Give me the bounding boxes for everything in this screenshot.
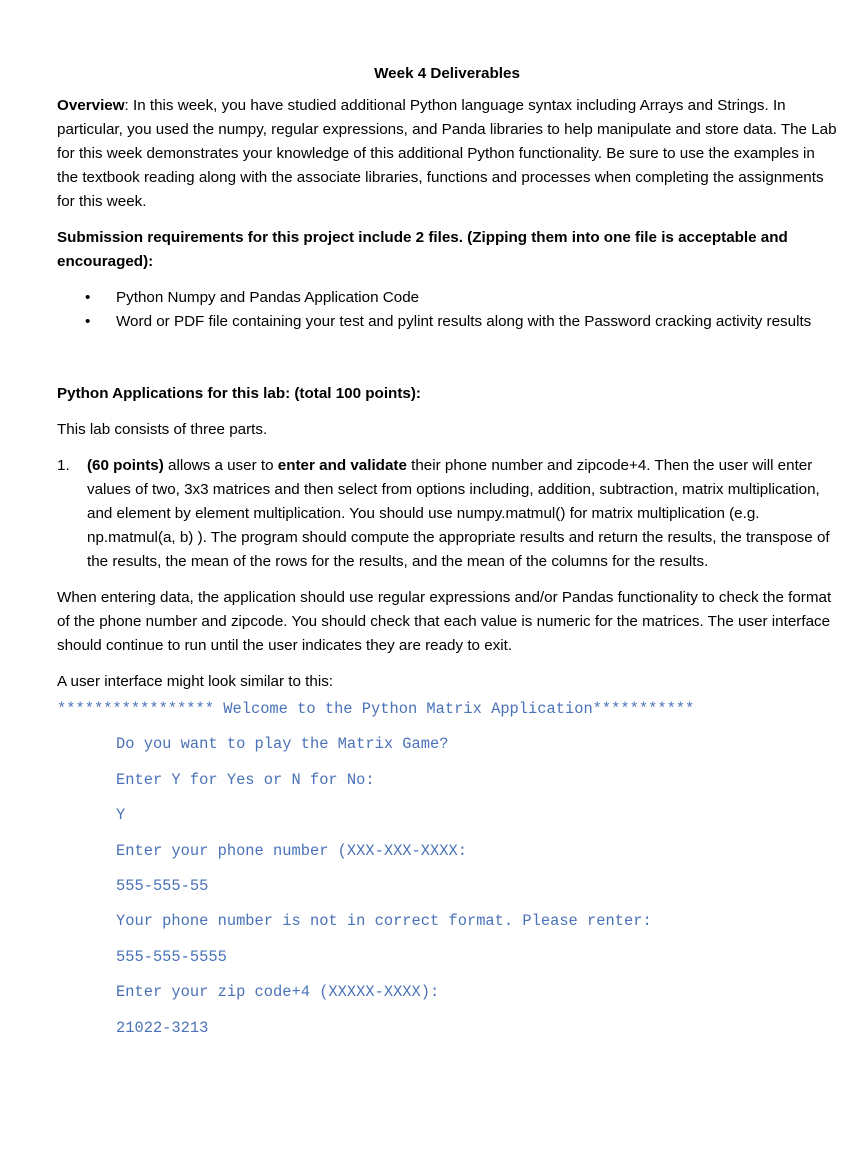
- parts-list: [57, 454, 837, 574]
- submission-item: [57, 286, 837, 310]
- bullet-icon: •: [85, 289, 91, 306]
- console-banner: ***************** Welcome to the Python Matrix Application***********: [57, 700, 695, 718]
- applications-intro: This lab consists of three parts.: [57, 421, 268, 438]
- submission-item-text: Word or PDF file containing your test and pylint results along with the Password cracking activity results: [116, 313, 812, 330]
- console-line: 21022-3213: [116, 1018, 209, 1037]
- spacer: [57, 346, 837, 382]
- applications-heading: Python Applications for this lab: (total 100 points):: [57, 385, 421, 402]
- console-line: Enter your zip code+4 (XXXXX-XXXX):: [116, 983, 440, 1002]
- console-line: 555-555-5555: [116, 947, 227, 966]
- validation-paragraph: When entering data, the application should use regular expressions and/or Pandas functionality to check the format of the phone number and zipcode. You should check that each value is numeric for the matrices. The user interface should continue to run until the user indicates they are ready to exit.: [57, 589, 832, 654]
- bullet-icon: •: [85, 313, 91, 330]
- document-page: [57, 62, 837, 1052]
- overview-paragraph: [57, 94, 837, 214]
- part-1-item: 1. (60 points) allows a user to enter and validate their phone number and zipcode+4. Then the user will enter values of two, 3x3 matrices and then select from options including, addition, subtraction, matrix multiplication, and element by element multiplication. You should use numpy.matmul() for matrix multiplication (e.g. np.matmul(a, b) ). The program should compute the appropriate results and return the results, the transpose of the results, the mean of the rows for the results, and the mean of the columns for the results.: [57, 454, 837, 574]
- overview-label: Overview: [57, 97, 125, 114]
- ui-intro: A user interface might look similar to this:: [57, 673, 334, 690]
- console-line: Do you want to play the Matrix Game?: [116, 735, 449, 754]
- submission-item: [57, 310, 837, 334]
- console-line: Enter your phone number (XXX-XXX-XXXX:: [116, 841, 467, 860]
- submission-list: [57, 286, 837, 334]
- part-points: (60 points): [87, 457, 164, 474]
- console-line: Y: [116, 806, 126, 825]
- console-line: 555-555-55: [116, 876, 209, 895]
- overview-text: : In this week, you have studied additional Python language syntax including Arrays and Strings. In particular, you used the numpy, regular expressions, and Panda libraries to help manipulate and store data. The Lab for this week demonstrates your knowledge of this additional Python functionality. Be sure to use the examples in the textbook reading along with the associate libraries, functions and processes when completing the assignments for this week.: [57, 97, 837, 210]
- console-line: Enter Y for Yes or N for No:: [116, 770, 375, 789]
- console-line: Your phone number is not in correct format. Please renter:: [116, 912, 652, 931]
- part-emphasis: enter and validate: [277, 457, 407, 474]
- page-title: Week 4 Deliverables: [374, 65, 520, 82]
- part-number: 1.: [57, 457, 70, 474]
- submission-item-text: Python Numpy and Pandas Application Code: [116, 289, 420, 306]
- console-sample: [57, 698, 837, 1039]
- submission-heading: Submission requirements for this project include 2 files. (Zipping them into one file is acceptable and encouraged):: [57, 229, 788, 270]
